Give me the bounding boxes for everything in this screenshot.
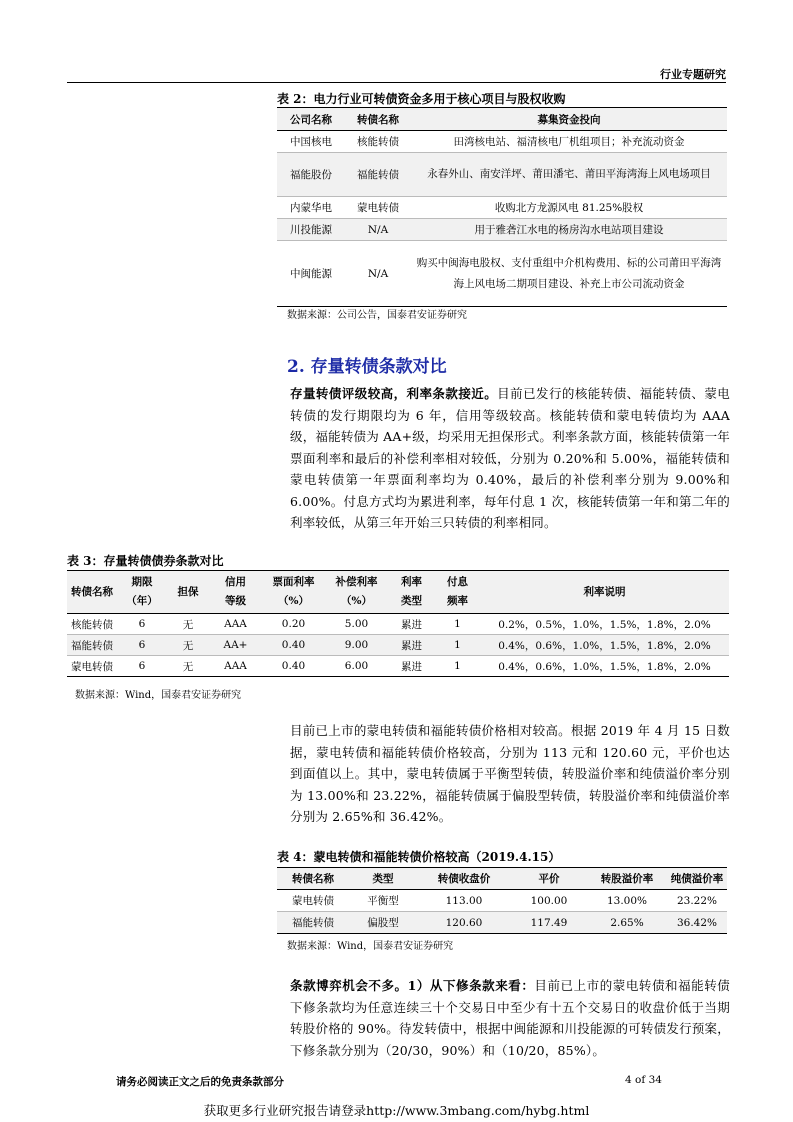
table-row xyxy=(277,197,727,219)
table-cell: 0.40 xyxy=(281,639,306,651)
table-cell: AA+ xyxy=(223,639,248,651)
table-cell: 100.00 xyxy=(530,894,568,907)
table-cell: 0.2%，0.5%，1.0%，1.5%，1.8%，2.0% xyxy=(498,618,711,631)
paragraph-body: 目前已发行的核能转债、福能转债、蒙电转债的发行期限均为 6 年，信用等级较高。核能转债和蒙电转债均为 AAA 级，福能转债为 AA+级，均采用无担保形式。利率条款方面，核能转债第一年票面利率和最后的补偿利率相对较低，分别为 0.20%和 5.00%，福能转债和蒙电转债第一年票面利率均为 0.40%，最后的补偿利率分别为 9.00%和 6.00%。付息方式均为累进利率，每年付息 1 次，核能转债第一年和第二年的利率较低，从第三年开始三只转债的利率相同。 xyxy=(290,386,730,530)
table-row xyxy=(277,219,727,241)
table-cell: 1 xyxy=(454,618,461,630)
table-cell: 用于雅砻江水电的杨房沟水电站项目建设 xyxy=(474,224,664,236)
table-cell: 0.4%，0.6%，1.0%，1.5%，1.8%，2.0% xyxy=(498,660,711,673)
table-cell: 内蒙华电 xyxy=(290,202,332,214)
table-cell: 0.20 xyxy=(281,618,306,630)
table-row xyxy=(67,635,729,656)
table-cell: 核能转债 xyxy=(357,136,399,148)
report-category: 行业专题研究 xyxy=(660,68,726,81)
paragraph-lead: 条款博弈机会不多。1）从下修条款来看： xyxy=(290,978,535,993)
table3 xyxy=(67,570,729,677)
table-cell: 1 xyxy=(454,639,461,651)
table-cell: 平衡型 xyxy=(367,895,399,907)
table4-header-cell: 纯债溢价率 xyxy=(670,873,724,885)
table4-header-cell: 平价 xyxy=(538,873,560,885)
table-cell: 6.00 xyxy=(344,660,369,672)
table-cell: 蒙电转债 xyxy=(292,895,334,907)
table4-header-cell: 转股溢价率 xyxy=(600,873,654,885)
table-cell: N/A xyxy=(367,267,389,280)
table-cell: 蒙电转债 xyxy=(71,660,113,673)
table-cell: 收购北方龙源风电 81.25%股权 xyxy=(494,202,644,214)
table-cell: 中国核电 xyxy=(290,136,332,148)
table2-header-cell: 转债名称 xyxy=(357,113,399,126)
table-cell: 6 xyxy=(138,618,146,630)
table-cell: 累进 xyxy=(401,618,422,631)
table3-header-cell: 利率类型 xyxy=(401,576,422,607)
table-cell: 2.65% xyxy=(610,916,644,929)
table4-header-cell: 类型 xyxy=(372,873,394,885)
table-cell: 累进 xyxy=(401,660,422,673)
table3-source: 数据来源：Wind，国泰君安证券研究 xyxy=(75,690,242,701)
table-cell: 1 xyxy=(454,660,461,672)
table-cell: AAA xyxy=(224,618,247,630)
header-divider xyxy=(67,82,726,83)
section-heading: 2. 存量转债条款对比 xyxy=(287,357,447,377)
table-cell: 9.00 xyxy=(344,639,369,651)
table-cell: 无 xyxy=(182,639,194,652)
table3-header-cell: 期限（年） xyxy=(126,576,158,607)
table-cell: 23.22% xyxy=(676,894,718,907)
paragraph-lead: 存量转债评级较高，利率条款接近。 xyxy=(290,386,498,401)
table4-header-row xyxy=(277,868,727,890)
table-cell: 永春外山、南安洋坪、莆田潘宅、莆田平海湾海上风电场项目 xyxy=(427,168,711,180)
table-cell: 购买中闽海电股权、支付重组中介机构费用、标的公司莆田平海湾海上风电场二期项目建设、补充上市公司流动资金 xyxy=(416,256,722,290)
table-cell: 田湾核电站、福清核电厂机组项目；补充流动资金 xyxy=(453,136,685,148)
table2-header-cell: 公司名称 xyxy=(290,113,332,126)
table-cell: 5.00 xyxy=(344,618,369,630)
promo-link[interactable]: 获取更多行业研究报告请登录http://www.3mbang.com/hybg.html xyxy=(203,1103,590,1118)
table-cell: 无 xyxy=(182,660,194,673)
table-cell: 0.4%，0.6%，1.0%，1.5%，1.8%，2.0% xyxy=(498,639,711,652)
paragraph xyxy=(290,383,730,534)
table-cell: 113.00 xyxy=(445,894,483,907)
table-cell: 6 xyxy=(138,660,146,672)
table-cell: 蒙电转债 xyxy=(357,202,399,214)
table4-header-cell: 转债名称 xyxy=(292,873,334,885)
table2 xyxy=(277,107,727,307)
table-cell: 累进 xyxy=(401,639,422,652)
table2-header-cell: 募集资金投向 xyxy=(537,113,601,126)
table-cell: 偏股型 xyxy=(367,917,399,929)
table3-header-cell: 补偿利率（%） xyxy=(335,576,378,607)
table3-header-cell: 担保 xyxy=(177,585,199,598)
table3-caption: 表 3：存量转债债券条款对比 xyxy=(67,554,224,568)
table-row xyxy=(67,656,729,677)
table3-header-cell: 利率说明 xyxy=(583,585,626,598)
table-row xyxy=(277,153,727,197)
table-cell: 13.00% xyxy=(606,894,648,907)
table-cell: 无 xyxy=(182,618,194,631)
table-cell: 6 xyxy=(138,639,146,651)
table-row xyxy=(277,912,727,934)
footer-disclaimer: 请务必阅读正文之后的免责条款部分 xyxy=(116,1076,284,1088)
table-cell: 福能股份 xyxy=(290,169,332,181)
paragraph: 目前已上市的蒙电转债和福能转债价格相对较高。根据 2019 年 4 月 15 日数据，蒙电转债和福能转债价格较高，分别为 113 元和 120.60 元，平价也达到面值以上。其中，蒙电转债属于平衡型转债，转股溢价率和纯债溢价率分别为 13.00%和 23.22%，福能转债属于偏股型转债，转股溢价率和纯债溢价率分别为 2.65%和 36.42%。 xyxy=(290,723,730,824)
table4-caption: 表 4：蒙电转债和福能转债价格较高（2019.4.15） xyxy=(277,850,561,864)
table3-header-cell: 信用等级 xyxy=(225,576,246,607)
table-cell: N/A xyxy=(367,223,389,236)
table4-header-cell: 转债收盘价 xyxy=(437,873,491,885)
table-row xyxy=(67,614,729,635)
page-number: 4 of 34 xyxy=(625,1074,662,1086)
table2-source: 数据来源：公司公告，国泰君安证券研究 xyxy=(287,310,467,321)
table-row xyxy=(277,241,727,307)
table2-header-row xyxy=(277,108,727,131)
table-cell: 核能转债 xyxy=(71,618,113,631)
table4-source: 数据来源：Wind，国泰君安证券研究 xyxy=(287,941,454,952)
table4 xyxy=(277,867,727,934)
table2-caption: 表 2：电力行业可转债资金多用于核心项目与股权收购 xyxy=(277,92,566,106)
table-cell: 福能转债 xyxy=(71,639,113,652)
paragraph-body: 目前已上市的蒙电转债和福能转债下修条款均为任意连续三十个交易日中至少有十五个交易日的收盘价低于当期转股价格的 90%。待发转债中，根据中闽能源和川投能源的可转债发行预案，下修条款分别为（20/30，90%）和（10/20，85%）。 xyxy=(290,978,730,1058)
table-cell: 36.42% xyxy=(676,916,718,929)
table-cell: 川投能源 xyxy=(290,224,332,236)
paragraph xyxy=(290,975,730,1061)
table3-header-cell: 票面利率（%） xyxy=(272,576,315,607)
table-cell: AAA xyxy=(224,660,247,672)
table-row xyxy=(277,890,727,912)
table-cell: 福能转债 xyxy=(357,169,399,181)
table-cell: 120.60 xyxy=(445,916,483,929)
table-row xyxy=(277,131,727,153)
table3-header-cell: 付息频率 xyxy=(447,576,468,607)
table3-header-cell: 转债名称 xyxy=(71,585,113,598)
table-cell: 0.40 xyxy=(281,660,306,672)
table-cell: 中闽能源 xyxy=(290,268,332,280)
table-cell: 福能转债 xyxy=(292,917,334,929)
table3-header-row xyxy=(67,571,729,614)
table-cell: 117.49 xyxy=(530,916,568,929)
